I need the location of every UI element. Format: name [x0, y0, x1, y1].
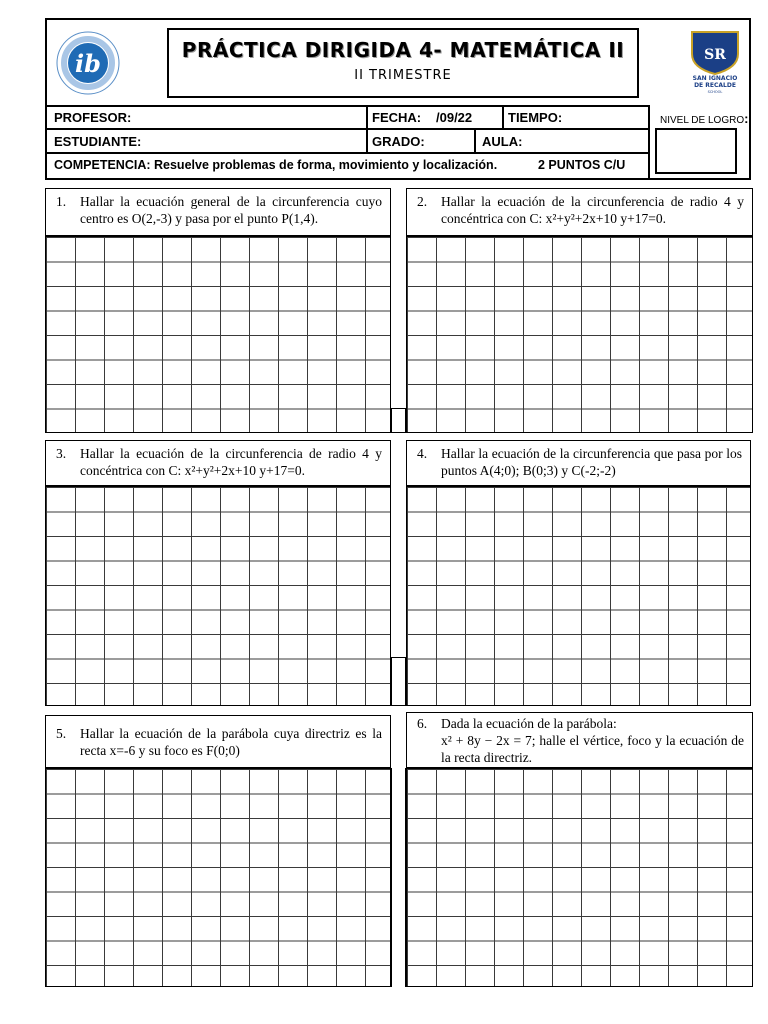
school-monogram: SR — [704, 47, 726, 63]
problem-4-text: Hallar la ecuación de la circunferencia que pasa por los puntos A(4;0); B(0;3) y C(-2;-2) — [441, 446, 742, 478]
problem-3-answer-grid[interactable] — [45, 486, 391, 706]
problem-2-statement — [406, 188, 753, 236]
problem-1-statement — [45, 188, 391, 236]
connector-box-2 — [391, 657, 406, 706]
connector-box-1 — [391, 408, 406, 433]
connector-strip-3 — [391, 768, 406, 987]
problem-4-answer-grid[interactable] — [406, 486, 751, 706]
info-right-divider — [648, 105, 650, 180]
grado-label: GRADO: — [372, 134, 425, 149]
problem-5-number: 5. — [56, 726, 67, 741]
tiempo-label: TIEMPO: — [508, 110, 563, 125]
problem-5-text: Hallar la ecuación de la parábola cuya directriz es la recta x=-6 y su foco es F(0;0) — [80, 726, 382, 758]
info-top-line — [45, 105, 649, 107]
fecha-label: FECHA: — [372, 110, 422, 125]
problem-2-number: 2. — [417, 194, 428, 209]
nivel-logro-box[interactable] — [655, 128, 737, 174]
fecha-value: /09/22 — [436, 110, 473, 125]
problem-5-answer-grid[interactable] — [45, 768, 391, 987]
school-logo — [684, 28, 746, 94]
page-subtitle: II TRIMESTRE — [354, 68, 452, 83]
problem-4-statement — [406, 440, 751, 486]
competencia-text: COMPETENCIA: Resuelve problemas de forma, movimiento y localización. — [54, 158, 498, 172]
info-divider-2 — [474, 128, 476, 152]
nivel-logro-colon: : — [744, 111, 749, 126]
problem-6-number: 6. — [417, 716, 428, 731]
ib-logo-text: ib — [75, 49, 101, 78]
school-name-line1: SAN IGNACIO — [692, 75, 738, 82]
school-name-line2: DE RECALDE — [694, 82, 736, 89]
profesor-label: PROFESOR: — [54, 110, 132, 125]
problem-6-statement — [406, 712, 753, 768]
info-divider-3 — [502, 105, 504, 129]
problem-6-text-rest: x² + 8y − 2x = 7; halle el vértice, foco y la ecuación de la recta directriz. — [441, 733, 744, 765]
puntos-text: 2 PUNTOS C/U — [538, 158, 626, 172]
problem-5-statement — [45, 715, 391, 768]
info-line-2 — [45, 128, 649, 130]
estudiante-label: ESTUDIANTE: — [54, 134, 142, 149]
problem-6-text-line1: Dada la ecuación de la parábola: — [441, 716, 617, 731]
ib-logo — [50, 30, 126, 96]
problem-1-number: 1. — [56, 194, 67, 209]
problem-1-answer-grid[interactable] — [45, 236, 391, 433]
problem-2-text: Hallar la ecuación de la circunferencia de radio 4 y concéntrica con C: x²+y²+2x+10 y+17=0. — [441, 194, 744, 226]
info-divider-1 — [366, 105, 368, 153]
school-name-line3: SCHOOL — [707, 90, 723, 94]
aula-label: AULA: — [482, 134, 523, 149]
problem-4-number: 4. — [417, 446, 428, 461]
problem-3-number: 3. — [56, 446, 67, 461]
problem-1-text: Hallar la ecuación general de la circunferencia cuyo centro es O(2,-3) y pasa por el punto P(1,4). — [80, 194, 382, 226]
info-line-3 — [45, 152, 649, 154]
problem-2-answer-grid[interactable] — [406, 236, 753, 433]
problem-6-answer-grid[interactable] — [406, 768, 753, 987]
nivel-logro — [660, 110, 748, 128]
problem-3-statement — [45, 440, 391, 486]
page-title: PRÁCTICA DIRIGIDA 4- MATEMÁTICA II — [181, 38, 625, 62]
nivel-logro-label: NIVEL DE LOGRO — [660, 115, 745, 126]
problem-3-text: Hallar la ecuación de la circunferencia de radio 4 y concéntrica con C: x²+y²+2x+10 y+17=0. — [80, 446, 382, 478]
